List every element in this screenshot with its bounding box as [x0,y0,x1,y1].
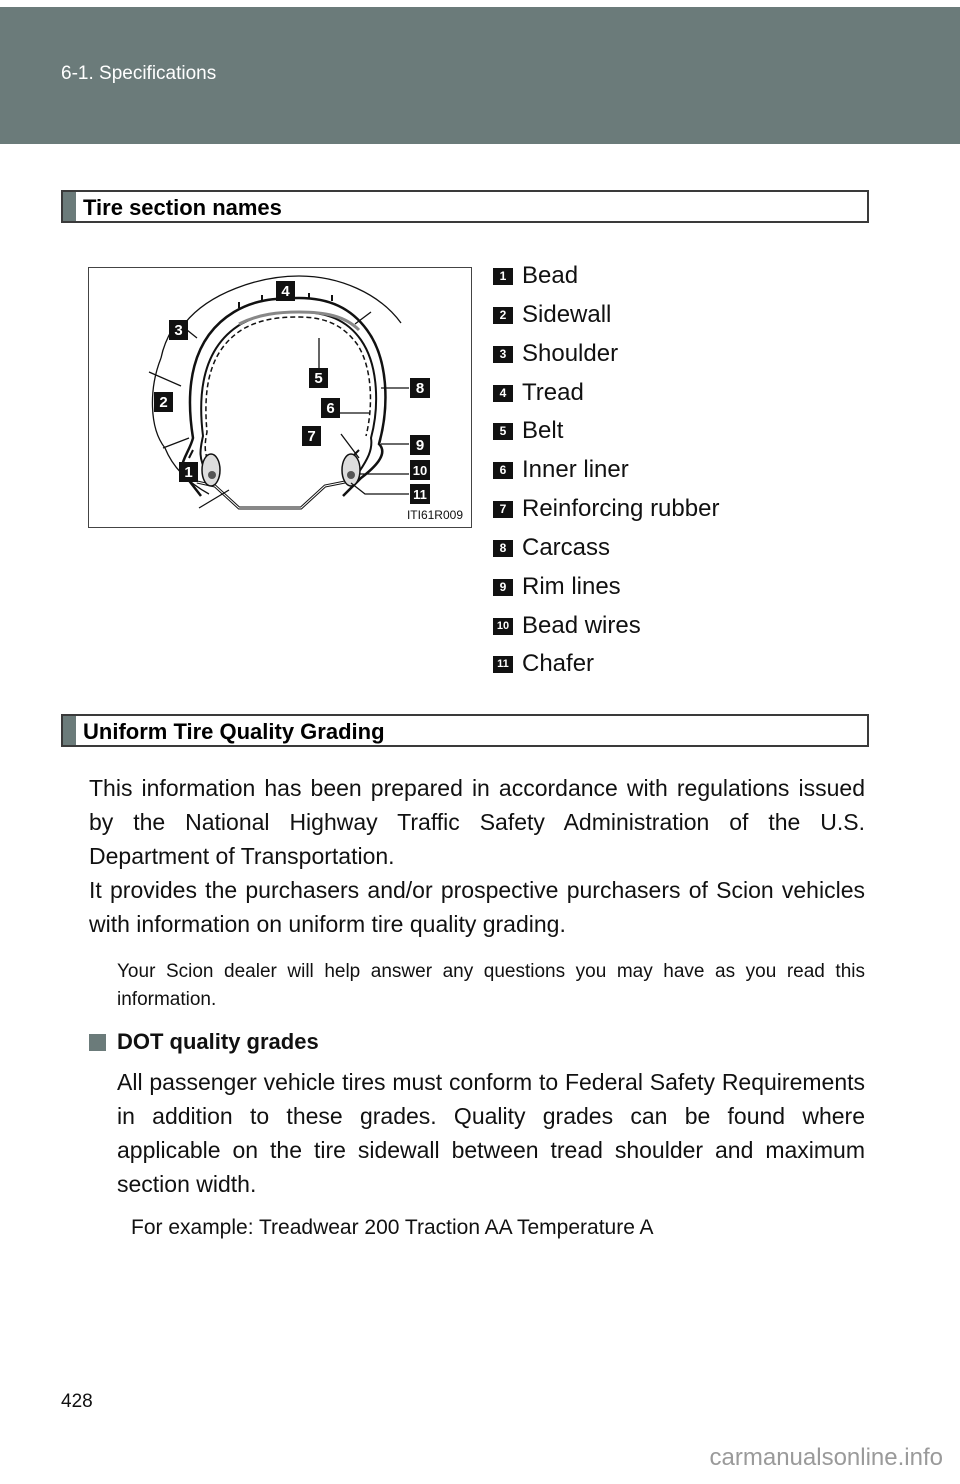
section-breadcrumb: 6-1. Specifications [61,63,217,84]
legend-label: Chafer [522,650,595,677]
svg-text:7: 7 [307,428,316,445]
intro-paragraph: This information has been prepared in accordance with regulations issued by the National Highway Traffic Safety Administration of the U.S. Department of Transportation. [89,775,865,869]
legend-item-shoulder [493,339,618,369]
legend-label: Tread [522,379,584,406]
legend-label: Bead wires [522,612,641,639]
svg-text:11: 11 [413,487,427,502]
legend-label: Inner liner [522,456,629,483]
section-header-uniform-grading [61,714,869,747]
svg-text:5: 5 [314,370,323,387]
dealer-note: Your Scion dealer will help answer any questions you may have as you read this information. [117,961,865,1010]
svg-text:3: 3 [174,322,183,339]
number-badge: 7 [493,501,513,518]
legend-item-chafer [493,649,594,679]
legend-item-carcass [493,533,610,563]
section-header-accent [63,716,76,745]
watermark: carmanualsonline.info [709,1444,943,1471]
legend-label: Reinforcing rubber [522,495,720,522]
legend-item-belt [493,416,563,446]
legend-label: Carcass [522,534,611,561]
legend-label: Shoulder [522,340,619,367]
section-header-tire-names [61,190,869,223]
svg-text:2: 2 [159,394,168,411]
legend-label: Rim lines [522,573,621,600]
legend-item-sidewall [493,300,611,330]
number-badge: 11 [493,656,513,673]
square-bullet-icon [89,1034,106,1051]
svg-text:1: 1 [184,464,193,481]
number-badge: 8 [493,540,513,557]
number-badge: 3 [493,346,513,363]
svg-text:10: 10 [412,463,428,478]
legend-item-rim-lines [493,572,621,602]
tire-diagram-icon [89,268,473,529]
page-number: 428 [61,1391,93,1412]
number-badge: 4 [493,385,513,402]
svg-text:4: 4 [281,283,290,300]
page-header [0,7,960,144]
number-badge: 1 [493,268,513,285]
dot-grades-body: All passenger vehicle tires must conform to Federal Safety Requirements in addition to these grades. Quality grades can be found where applicable on the tire sidewall between tread shoulder and maximum section width. [117,1069,865,1197]
number-badge: 10 [493,618,513,635]
number-badge: 5 [493,423,513,440]
section-title: Uniform Tire Quality Grading [83,719,385,744]
legend-item-reinforcing-rubber [493,494,719,524]
section-header-accent [63,192,76,221]
subheading-label: DOT quality grades [117,1029,319,1054]
legend-item-inner-liner [493,455,629,485]
legend-item-bead [493,261,578,291]
purpose-paragraph: It provides the purchasers and/or prospective purchasers of Scion vehicles with information on uniform tire quality grading. [89,877,865,937]
legend-label: Belt [522,417,564,444]
legend-label: Sidewall [522,301,612,328]
tire-cross-section-figure [88,267,472,528]
figure-code: ITI61R009 [406,508,463,522]
grade-example: For example: Treadwear 200 Traction AA Temperature A [131,1216,654,1239]
dot-grades-heading [89,1029,319,1055]
section-title: Tire section names [83,195,282,220]
legend-label: Bead [522,262,579,289]
legend-item-bead-wires [493,611,641,641]
svg-text:9: 9 [415,437,425,454]
legend-item-tread [493,378,584,408]
number-badge: 6 [493,462,513,479]
svg-text:8: 8 [415,380,425,397]
number-badge: 2 [493,307,513,324]
svg-text:6: 6 [326,400,335,417]
number-badge: 9 [493,579,513,596]
